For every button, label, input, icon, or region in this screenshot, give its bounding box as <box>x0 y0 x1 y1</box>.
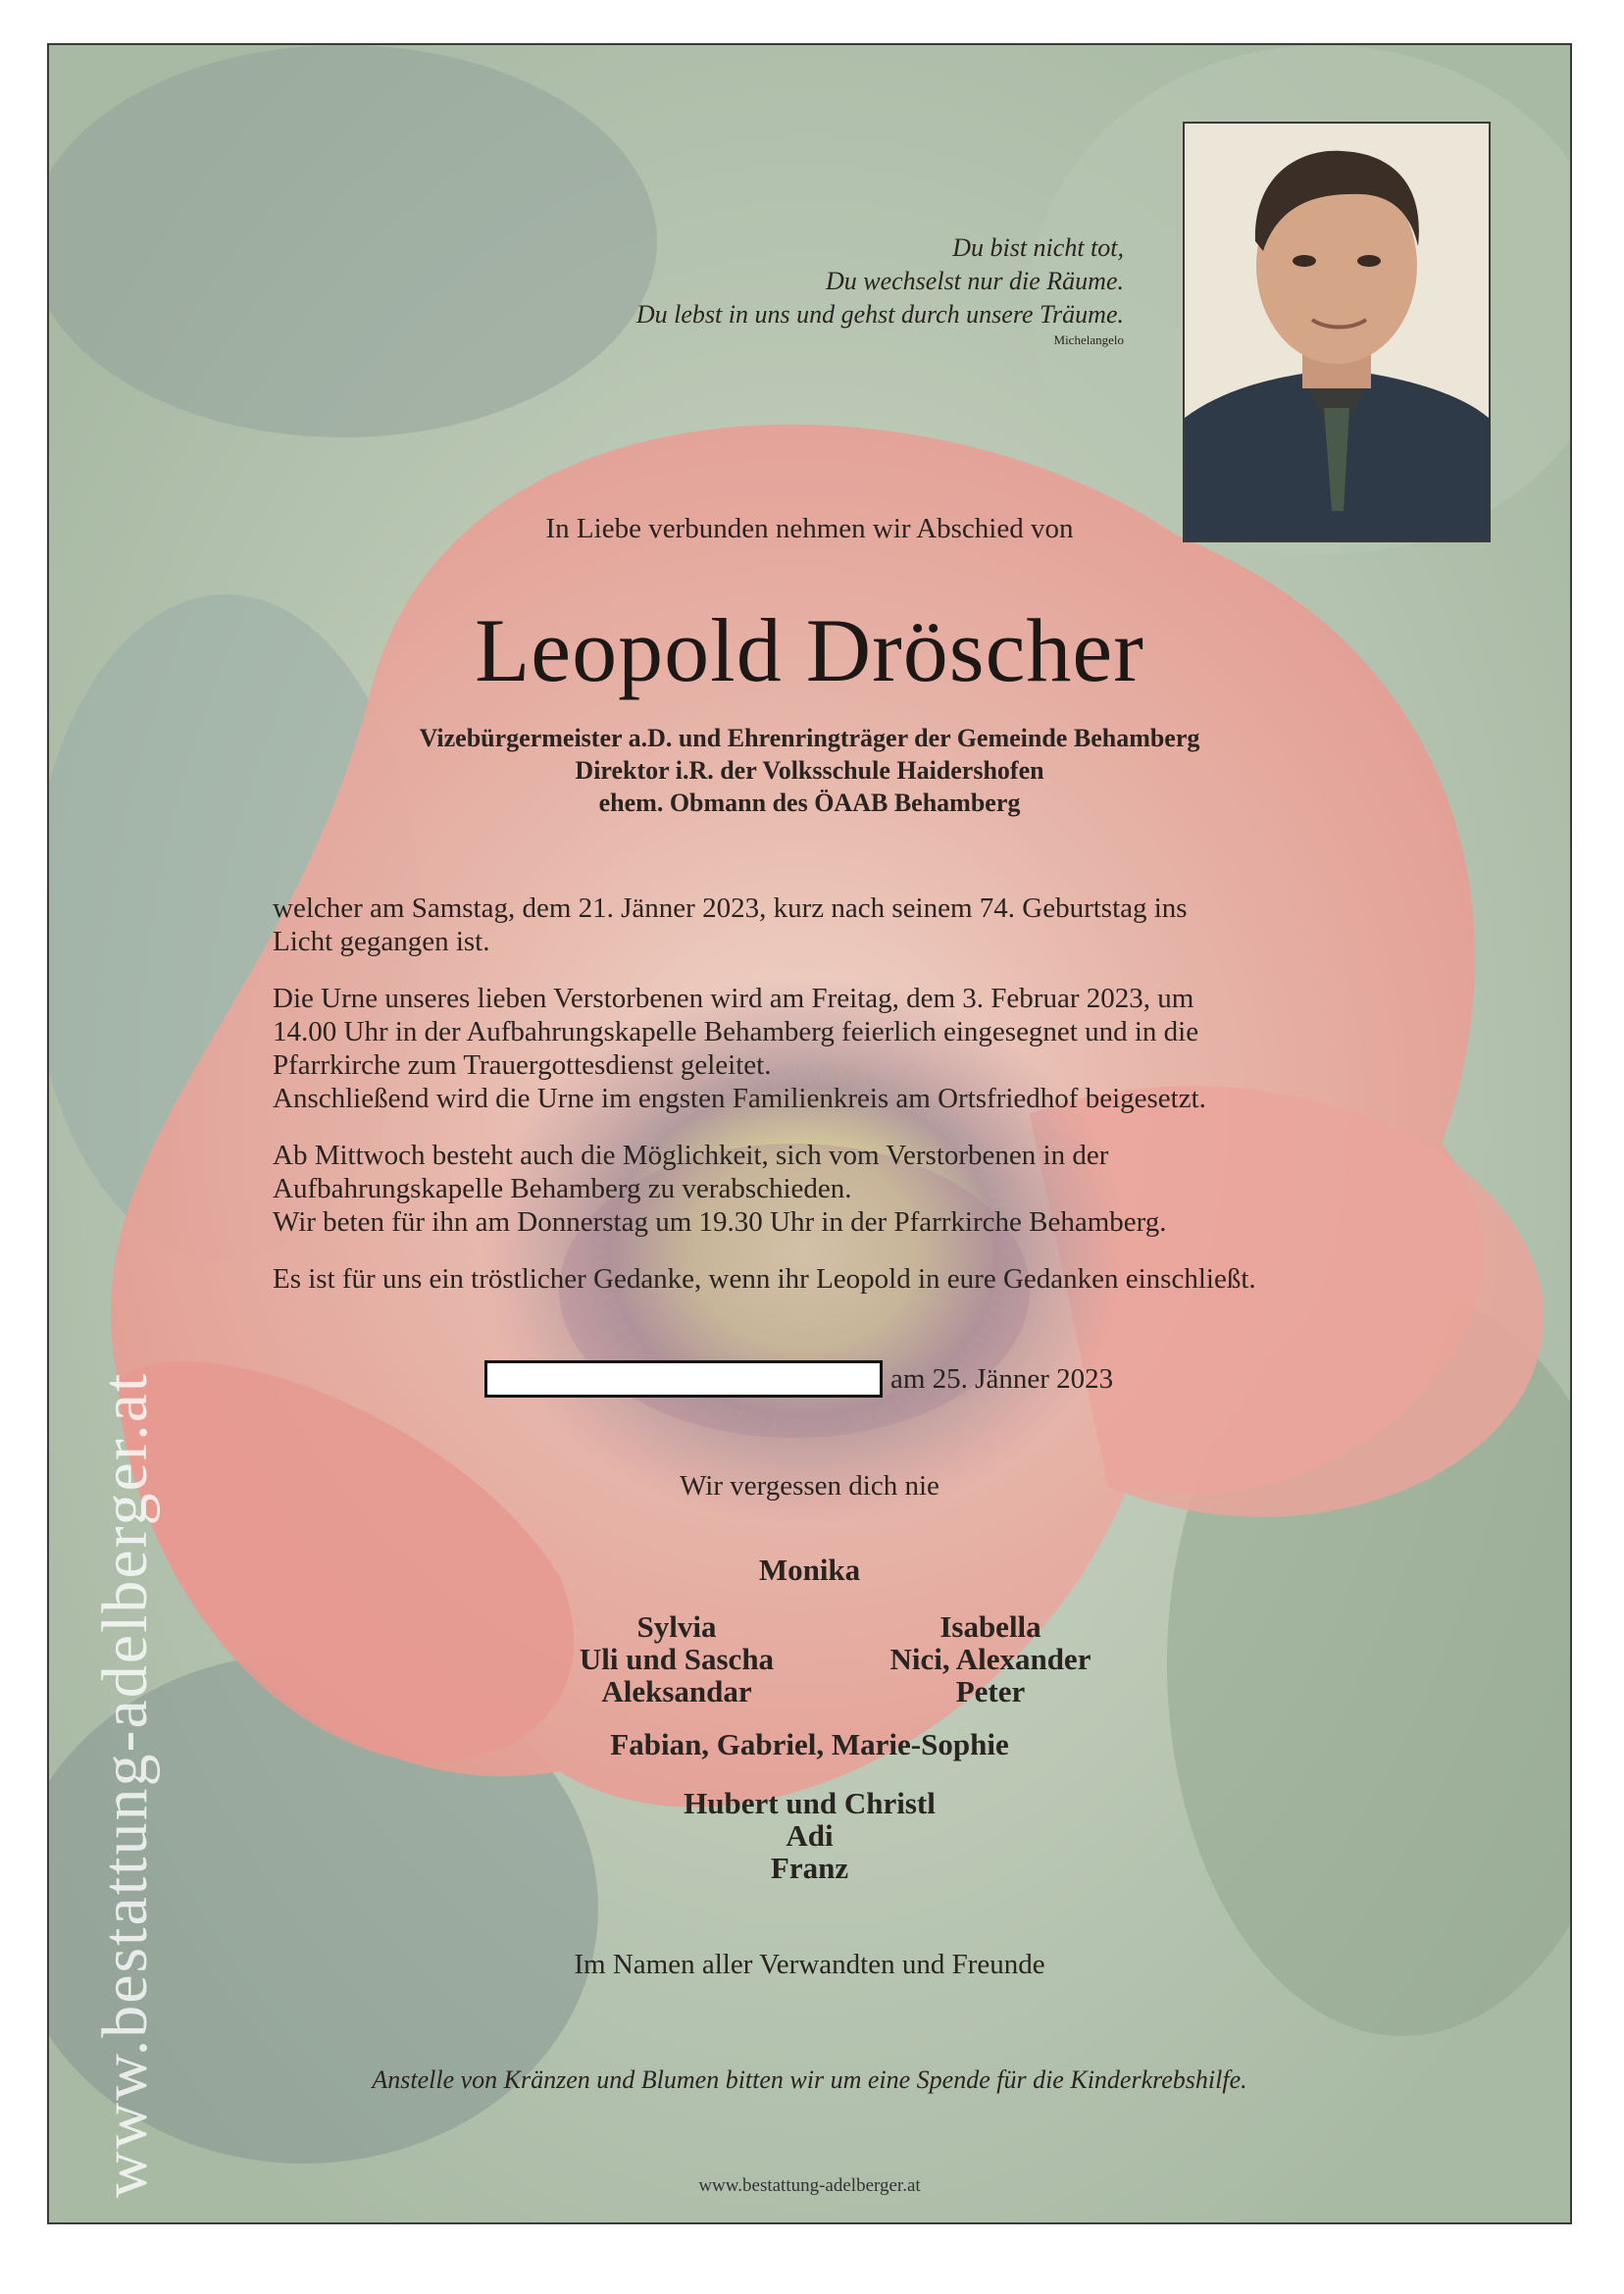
portrait-photo <box>1183 122 1491 542</box>
paragraph-closing <box>273 1262 1345 1296</box>
quote-line: Du wechselst nur die Räume. <box>825 267 1124 295</box>
family-member: Uli und Sascha <box>579 1642 775 1676</box>
paragraph-viewing <box>273 1139 1345 1239</box>
deceased-titles <box>49 722 1570 819</box>
body-line: Aufbahrungskapelle Behamberg zu verabschieden. <box>273 1173 852 1204</box>
title-line: ehem. Obmann des ÖAAB Behamberg <box>598 789 1021 817</box>
quote-line: Du bist nicht tot, <box>952 233 1124 262</box>
redacted-place-box <box>484 1360 883 1398</box>
parte-card <box>47 43 1572 2224</box>
grandchildren-names: Fabian, Gabriel, Marie-Sophie <box>610 1727 1009 1761</box>
family-member: Sylvia <box>636 1609 717 1644</box>
family-member: Hubert und Christl <box>684 1786 936 1820</box>
family-member: Adi <box>786 1818 834 1853</box>
deceased-name: Leopold Dröscher <box>475 600 1144 700</box>
donation-note: Anstelle von Kränzen und Blumen bitten wir um eine Spende für die Kinderkrebshilfe. <box>372 2065 1247 2094</box>
body-line: Wir beten für ihn am Donnerstag um 19.30 Uhr in der Pfarrkirche Behamberg. <box>273 1206 1167 1238</box>
intro-text: In Liebe verbunden nehmen wir Abschied von <box>545 513 1074 544</box>
family-member: Franz <box>770 1851 849 1885</box>
family-member: Aleksandar <box>601 1674 752 1708</box>
body-line: Die Urne unseres lieben Verstorbenen wird am Freitag, dem 3. Februar 2023, um <box>273 983 1194 1014</box>
paragraph-passing <box>273 892 1345 958</box>
announcement-body <box>273 892 1345 1319</box>
farewell-text: Wir vergessen dich nie <box>680 1470 939 1502</box>
siblings-names <box>49 1787 1570 1884</box>
quote-author: Michelangelo <box>1053 332 1124 347</box>
date-text: am 25. Jänner 2023 <box>890 1363 1114 1395</box>
family-member: Isabella <box>939 1609 1041 1644</box>
body-line: Ab Mittwoch besteht auch die Möglichkeit, sich vom Verstorbenen in der <box>273 1140 1109 1171</box>
body-line: welcher am Samstag, dem 21. Jänner 2023, kurz nach seinem 74. Geburtstag ins <box>273 892 1188 924</box>
footer-url: www.bestattung-adelberger.at <box>698 2175 921 2196</box>
body-line: 14.00 Uhr in der Aufbahrungskapelle Behamberg feierlich eingesegnet und in die <box>273 1016 1199 1047</box>
body-line: Pfarrkirche zum Trauergottesdienst geleitet. <box>273 1049 772 1081</box>
family-right-column <box>843 1610 1138 1708</box>
body-line: Anschließend wird die Urne im engsten Familienkreis am Ortsfriedhof beigesetzt. <box>273 1083 1206 1114</box>
place-date-line <box>484 1360 1113 1398</box>
title-line: Vizebürgermeister a.D. und Ehrenringträger der Gemeinde Behamberg <box>419 724 1200 752</box>
title-line: Direktor i.R. der Volksschule Haidershofen <box>575 756 1044 785</box>
quote-line: Du lebst in uns und gehst durch unsere Träume. <box>635 300 1124 329</box>
quote-block <box>636 231 1124 349</box>
relatives-text: Im Namen aller Verwandten und Freunde <box>574 1949 1045 1980</box>
spouse-name: Monika <box>758 1553 861 1587</box>
family-member: Peter <box>955 1674 1026 1708</box>
side-watermark: www.bestattung-adelberger.at <box>89 1371 161 2198</box>
paragraph-funeral <box>273 982 1345 1115</box>
body-line: Licht gegangen ist. <box>273 926 490 957</box>
family-member: Nici, Alexander <box>889 1642 1091 1676</box>
family-left-column <box>530 1610 824 1708</box>
body-line: Es ist für uns ein tröstlicher Gedanke, wenn ihr Leopold in eure Gedanken einschließt. <box>273 1263 1256 1295</box>
